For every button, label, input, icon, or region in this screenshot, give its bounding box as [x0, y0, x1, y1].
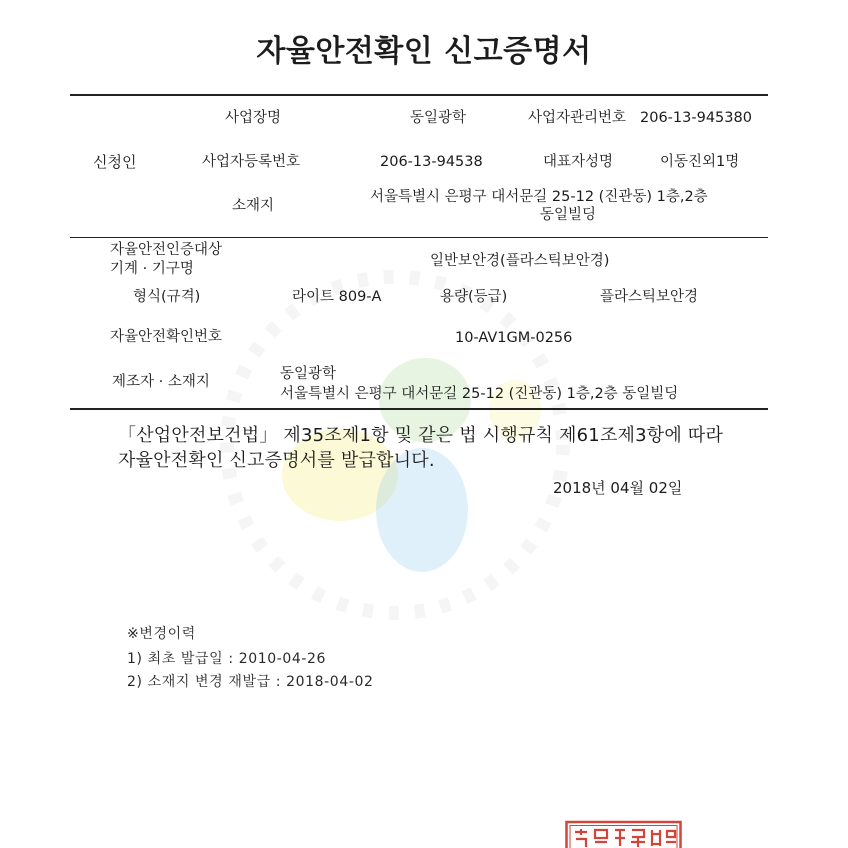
- official-seal: [565, 820, 683, 848]
- top-rule: [70, 94, 768, 96]
- statement-line1: 「산업안전보건법」 제35조제1항 및 같은 법 시행규칙 제61조제3항에 따라: [118, 425, 724, 446]
- model-value: 라이트 809-A: [292, 289, 382, 305]
- maker-name: 동일광학: [280, 366, 337, 382]
- applicant-section-label: 신청인: [93, 153, 137, 171]
- business-name-value: 동일광학: [410, 110, 467, 126]
- capacity-value: 플라스틱보안경: [600, 289, 699, 305]
- registration-no-value: 206-13-94538: [380, 154, 483, 170]
- management-no-label: 사업자관리번호: [528, 110, 627, 126]
- management-no-value: 206-13-945380: [640, 110, 752, 126]
- address-line1: 서울특별시 은평구 대서문길 25-12 (진관동) 1층,2층: [370, 189, 708, 205]
- statement-line2: 자율안전확인 신고증명서를 발급합니다.: [118, 450, 435, 471]
- bottom-rule: [70, 408, 768, 410]
- history-item: 1) 최초 발급일 : 2010-04-26: [127, 651, 327, 667]
- capacity-label: 용량(등급): [440, 289, 508, 305]
- address-line2: 동일빌딩: [540, 207, 597, 223]
- representative-label: 대표자성명: [543, 154, 614, 170]
- maker-address: 서울특별시 은평구 대서문길 25-12 (진관동) 1층,2층 동일빌딩: [280, 386, 679, 402]
- document-title: 자율안전확인 신고증명서: [256, 34, 592, 69]
- business-name-label: 사업장명: [225, 110, 282, 126]
- history-heading: ※변경이력: [127, 626, 196, 642]
- issue-date: 2018년 04월 02일: [553, 479, 683, 497]
- confirm-no-label: 자율안전확인번호: [110, 329, 223, 345]
- target-label-line2: 기계 · 기구명: [110, 261, 194, 277]
- address-label: 소재지: [232, 198, 275, 214]
- model-label: 형식(규격): [133, 289, 201, 305]
- middle-rule: [70, 237, 768, 238]
- registration-no-label: 사업자등록번호: [202, 154, 301, 170]
- representative-value: 이동진외1명: [660, 154, 740, 170]
- confirm-no-value: 10-AV1GM-0256: [455, 330, 573, 346]
- target-value: 일반보안경(플라스틱보안경): [430, 253, 610, 269]
- history-item: 2) 소재지 변경 재발급 : 2018-04-02: [127, 674, 374, 690]
- maker-label: 제조자 · 소재지: [112, 374, 210, 390]
- target-label-line1: 자율안전인증대상: [110, 242, 223, 258]
